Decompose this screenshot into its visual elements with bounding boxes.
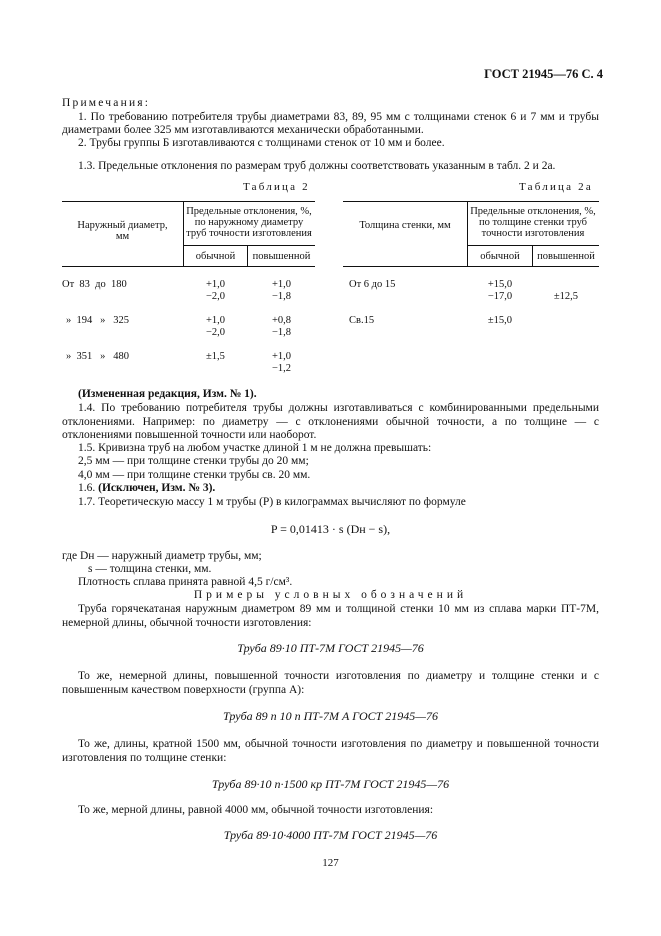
example-1-text: Труба горячекатаная наружным диаметром 89 мм и толщиной стенки 10 мм из сплава марки ПТ-7М, немерной длины, обычной точности изготовления: xyxy=(62,603,599,629)
table2a-caption: Таблица 2а xyxy=(519,181,593,193)
table2-row3-ord1: ±1,5 xyxy=(206,351,225,362)
examples-title: Примеры условных обозначений xyxy=(193,589,468,601)
paragraph-1-5-b: 4,0 мм — при толщине стенки трубы св. 20 мм. xyxy=(78,469,311,481)
document-header: ГОСТ 21945—76 С. 4 xyxy=(484,67,603,81)
table2a-row1-ord2: −17,0 xyxy=(487,291,513,302)
table2-caption: Таблица 2 xyxy=(243,181,310,193)
table2-col1-header: Наружный диаметр, мм xyxy=(77,220,168,242)
table2-row1-inc2: −1,8 xyxy=(271,291,292,302)
paragraph-1-4: 1.4. По требованию потребителя трубы должны изготавливаться с комбинированными предельными отклонениями. Например: по диаметру — с отклонениями обычной точности, а по толщине — с отклонениями повышенной точности или наоборот. xyxy=(62,402,599,441)
example-1-designation: Труба 89·10 ПТ-7М ГОСТ 21945—76 xyxy=(237,641,424,655)
table2a-row1-ord1: +15,0 xyxy=(487,279,513,290)
note-1: 1. По требованию потребителя трубы диаметрами 83, 89, 95 мм с толщинами стенок 6 и 7 мм и трубы диаметрами более 325 мм изготавливаются механически обработанными. xyxy=(62,111,599,136)
example-3-text: То же, длины, кратной 1500 мм, обычной точности изготовления по диаметру и повышенной точности изготовления по толщине стенки: xyxy=(62,738,599,764)
table2a-row2-size: Св.15 xyxy=(349,315,375,326)
mass-formula: P = 0,01413 · s (Dн − s), xyxy=(270,522,391,536)
example-2-text: То же, немерной длины, повышенной точности изготовления по диаметру и толщине стенки и с повышенным качеством поверхности (группа А): xyxy=(62,670,599,696)
notes-title: Примечания: xyxy=(62,97,151,109)
example-4-text: То же, мерной длины, равной 4000 мм, обычной точности изготовления: xyxy=(78,804,434,816)
table2a-row1-size: От 6 до 15 xyxy=(349,279,396,290)
table2-row1-size: От 83 до 180 xyxy=(62,279,127,290)
table2-row3-inc1: +1,0 xyxy=(271,351,292,362)
where-line-2: s — толщина стенки, мм. xyxy=(88,563,212,575)
table2-row3-size: » 351 » 480 xyxy=(66,351,129,362)
page-number: 127 xyxy=(322,857,339,869)
table2-row3-inc2: −1,2 xyxy=(271,363,292,374)
changed-note: (Измененная редакция, Изм. № 1). xyxy=(78,388,257,400)
table2-row1-ord2: −2,0 xyxy=(205,291,226,302)
where-line-1: где Dн — наружный диаметр трубы, мм; xyxy=(62,550,262,562)
example-2-designation: Труба 89 п 10 п ПТ-7М А ГОСТ 21945—76 xyxy=(223,709,438,723)
table2-row2-size: » 194 » 325 xyxy=(66,315,129,326)
table2a-sub-increased: повышенной xyxy=(537,251,595,262)
table2a-group-header: Предельные отклонения, %, по толщине стенки труб точности изготовления xyxy=(470,206,596,239)
example-3-designation: Труба 89·10 п·1500 кр ПТ-7М ГОСТ 21945—76 xyxy=(211,777,450,791)
paragraph-1-6: 1.6. (Исключен, Изм. № 3). xyxy=(78,482,216,494)
table2-row2-inc1: +0,8 xyxy=(271,315,292,326)
density-line: Плотность сплава принята равной 4,5 г/см³. xyxy=(78,576,293,588)
table2-row2-inc2: −1,8 xyxy=(271,327,292,338)
table2-sub-ordinary: обычной xyxy=(195,251,236,262)
table2a-inc-merged: ±12,5 xyxy=(553,291,579,302)
table2-row2-ord2: −2,0 xyxy=(205,327,226,338)
table2-row1-ord1: +1,0 xyxy=(205,279,226,290)
note-2: 2. Трубы группы Б изготавливаются с толщинами стенок от 10 мм и более. xyxy=(78,137,445,149)
table2-row2-ord1: +1,0 xyxy=(205,315,226,326)
example-4-designation: Труба 89·10·4000 ПТ-7М ГОСТ 21945—76 xyxy=(223,828,438,842)
paragraph-1-5-a: 2,5 мм — при толщине стенки трубы до 20 мм; xyxy=(78,455,309,467)
table2-group-header: Предельные отклонения, %, по наружному диаметру труб точности изготовления xyxy=(186,206,312,239)
paragraph-1-3: 1.3. Предельные отклонения по размерам труб должны соответствовать указанным в табл. 2 и 2а. xyxy=(78,160,556,172)
table2a-sub-ordinary: обычной xyxy=(480,251,520,262)
paragraph-1-7: 1.7. Теоретическую массу 1 м трубы (P) в килограммах вычисляют по формуле xyxy=(78,496,466,508)
table2a-col1-header: Толщина стенки, мм xyxy=(359,220,451,231)
table2-sub-increased: повышенной xyxy=(252,251,311,262)
table2-row1-inc1: +1,0 xyxy=(271,279,292,290)
table2a-row2-ord1: ±15,0 xyxy=(487,315,513,326)
paragraph-1-5: 1.5. Кривизна труб на любом участке длиной 1 м не должна превышать: xyxy=(78,442,432,454)
